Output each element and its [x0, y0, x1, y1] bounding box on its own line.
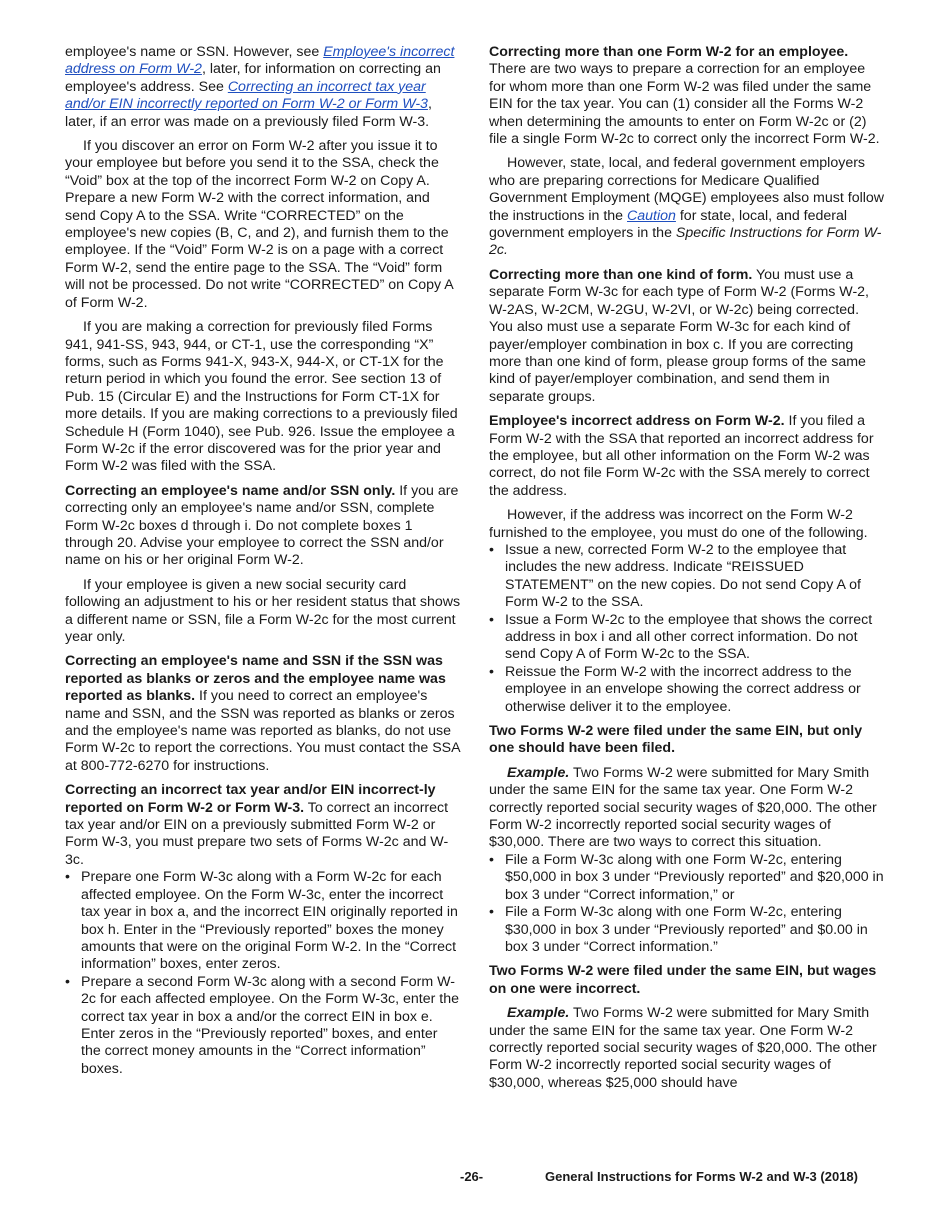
bullet-icon: • [489, 611, 494, 628]
section-heading: Correcting an employee's name and SSN if the SSN was reported as blanks or zeros and the employee name was reported as blanks. [65, 653, 446, 705]
paragraph: Employee's incorrect address on Form W-2. If you filed a Form W-2 with the SSA that reported an incorrect address for the employee, but all other information on the Form W-2 was correct, do not file Form W-2c with the SSA merely to correct the address. [489, 413, 874, 499]
bullet-icon: • [489, 904, 494, 921]
list-item: • Prepare a second Form W-3c along with a second Form W-2c for each affected employee. On the Form W-3c, enter the correct tax year in box a and/or the correct EIN in box e. Enter zeros in the “Previously reported” boxes, and enter the correct money amounts in the “Correct information” boxes. [65, 973, 459, 1077]
bullet-icon: • [65, 973, 70, 990]
section-heading: Correcting an incorrect tax year and/or EIN incorrect-ly reported on Form W-2 or Form W-3. [65, 782, 436, 816]
left-column [65, 44, 461, 1078]
bullet-icon: • [65, 869, 70, 886]
bullet-icon: • [489, 541, 494, 558]
example-label: Example. [507, 764, 570, 781]
list-item: • File a Form W-3c along with one Form W-2c, entering $30,000 in box 3 under “Previously reported” and $0.00 in box 3 under “Correct information.” [489, 904, 868, 955]
right-column [489, 44, 885, 1092]
example-label: Example. [507, 1005, 570, 1022]
paragraph: Correcting an incorrect tax year and/or EIN incorrect-ly reported on Form W-2 or Form W-3. To correct an incorrect tax year and/or EIN on a previously submitted Form W-2 or Form W-3, you must prepare two sets of Forms W-2c and W-3c. [65, 782, 449, 868]
link-correcting-incorrect-tax-year[interactable]: Correcting an incorrect tax year and/or EIN incorrectly reported on Form W-2 or Form W-3 [65, 78, 428, 113]
paragraph: Example. Two Forms W-2 were submitted for Mary Smith under the same EIN for the same tax year. One Form W-2 correctly reported social security wages of $20,000. The other Form W-2 incorrectly reported social security wages of $30,000, whereas $25,000 should have [489, 1005, 877, 1091]
paragraph: employee's name or SSN. However, see Employee's incorrect address on Form W-2, later, for information on correcting an employee's address. See Correcting an incorrect tax year and/or EIN incorrectly reported on Form W-2 or Form W-3, later, if an error was made on a previously filed Form W-3. [65, 44, 455, 130]
page-number: -26- [460, 1169, 484, 1184]
paragraph: Correcting an employee's name and SSN if the SSN was reported as blanks or zeros and the employee name was reported as blanks. If you need to correct an employee's name and SSN, and the SSN was reported as blanks or zeros and the employee's name was reported as blanks, do not use Form W-2c to report the corrections. You must contact the SSA at 800-772-6270 for instructions. [65, 653, 460, 774]
bullet-icon: • [489, 663, 494, 680]
section-heading: Correcting an employee's name and/or SSN only. [65, 482, 396, 499]
paragraph: If you discover an error on Form W-2 after you issue it to your employee but before you send it to the SSA, check the “Void” box at the top of the incorrect Form W-2 on Copy A. Prepare a new Form W-2 with the correct information, and send Copy A to the SSA. Write “CORRECTED” on the employee's new copies (B, C, and 2), and furnish them to the employee. If the “Void” Form W-2 is on a page with a correct Form W-2, send the entire page to the SSA. The “Void” form will not be processed. Do not write “CORRECTED” on Copy A of Form W-2. [65, 138, 453, 311]
paragraph: However, if the address was incorrect on the Form W-2 furnished to the employee, you must do one of the following. [489, 507, 868, 541]
paragraph: If your employee is given a new social security card following an adjustment to his or her resident status that shows a different name or SSN, file a Form W-2c for the most current year only. [65, 576, 461, 645]
section-heading: Two Forms W-2 were filed under the same EIN, but only one should have been filed. [489, 723, 863, 757]
paragraph: However, state, local, and federal government employers who are preparing corrections for Medicare Qualified Government Employment (MQGE) employees also must follow the instructions in the Caution for state, local, and federal government employers in the Specific Instructions for Form W-2c. [489, 155, 885, 259]
paragraph: Example. Two Forms W-2 were submitted for Mary Smith under the same EIN for the same tax year. One Form W-2 correctly reported social security wages of $20,000. The other Form W-2 incorrectly reported social security wages of $30,000. There are two ways to correct this situation. [489, 764, 877, 851]
paragraph [489, 963, 885, 998]
paragraph: Correcting an employee's name and/or SSN only. If you are correcting only an employee's name and/or SSN, complete Form W-2c boxes d through i. Do not complete boxes 1 through 20. Advise your employee to correct the SSN and/or name on his or her original Form W-2. [65, 482, 459, 569]
paragraph: If you are making a correction for previously filed Forms 941, 941-SS, 943, 944, or CT-1, use the corresponding “X” forms, such as Forms 941-X, 943-X, 944-X, or CT-1X for the return period in which you found the error. See section 13 of Pub. 15 (Circular E) and the Instructions for Form CT-1X for more details. If you are making corrections to a previously filed Schedule H (Form 1040), see Pub. 926. Issue the employee a Form W-2c if the error discovered was for the prior year and Form W-2 was filed with the SSA. [65, 319, 458, 475]
paragraph [489, 723, 885, 758]
paragraph: Correcting more than one kind of form. You must use a separate Form W-3c for each type of Form W-2 (Forms W-2, W-2AS, W-2CM, W-2GU, W-2VI, or W-2c) being corrected. You also must use a separate Form W-3c for each kind of payer/employer combination in box c. If you are correcting more than one kind of form, please group forms of the same kind of payer/employer combination, and send them in separate groups. [489, 266, 869, 405]
paragraph: Correcting more than one Form W-2 for an employee. There are two ways to prepare a correction for an employee for whom more than one Form W-2 was filed under the same EIN for the tax year. You can (1) consider all the Forms W-2 when determining the amounts to enter on Form W-2c or (2) file a single Form W-2c to correct only the incorrect Form W-2. [489, 44, 880, 148]
link-caution[interactable]: Caution [627, 207, 676, 224]
section-heading: Correcting more than one Form W-2 for an employee. [489, 44, 849, 60]
section-heading: Correcting more than one kind of form. [489, 266, 753, 283]
list-item: • Prepare one Form W-3c along with a Form W-2c for each affected employee. On the Form W-3c, enter the incorrect tax year in box a, and the incorrect EIN originally reported in box h. Enter in the “Previously reported” boxes the money amounts that were on the original Form W-2. In the “Correct information” boxes, enter zeros. [65, 869, 458, 973]
list-item: • Reissue the Form W-2 with the incorrect address to the employee in an envelope showing the correct address or otherwise deliver it to the employee. [489, 663, 861, 715]
bullet-icon: • [489, 851, 494, 868]
section-heading: Two Forms W-2 were filed under the same EIN, but wages on one were incorrect. [489, 963, 877, 997]
link-employee-incorrect-address[interactable]: Employee's incorrect address on Form W-2 [65, 44, 455, 78]
list-item: • Issue a Form W-2c to the employee that shows the correct address in box i and all other correct information. Do not send Copy A of Form W-2c to the SSA. [489, 611, 873, 663]
footer-title: General Instructions for Forms W-2 and W-3 (2018) [545, 1169, 858, 1184]
list-item: • File a Form W-3c along with one Form W-2c, entering $50,000 in box 3 under “Previously reported” and $20,000 in box 3 under “Correct information,” or [489, 851, 884, 903]
section-heading: Employee's incorrect address on Form W-2. [489, 413, 785, 430]
list-item: • Issue a new, corrected Form W-2 to the employee that includes the new address. Indicate “REISSUED STATEMENT” on the new copies. Do not send Copy A of Form W-2 to the SSA. [489, 541, 861, 611]
